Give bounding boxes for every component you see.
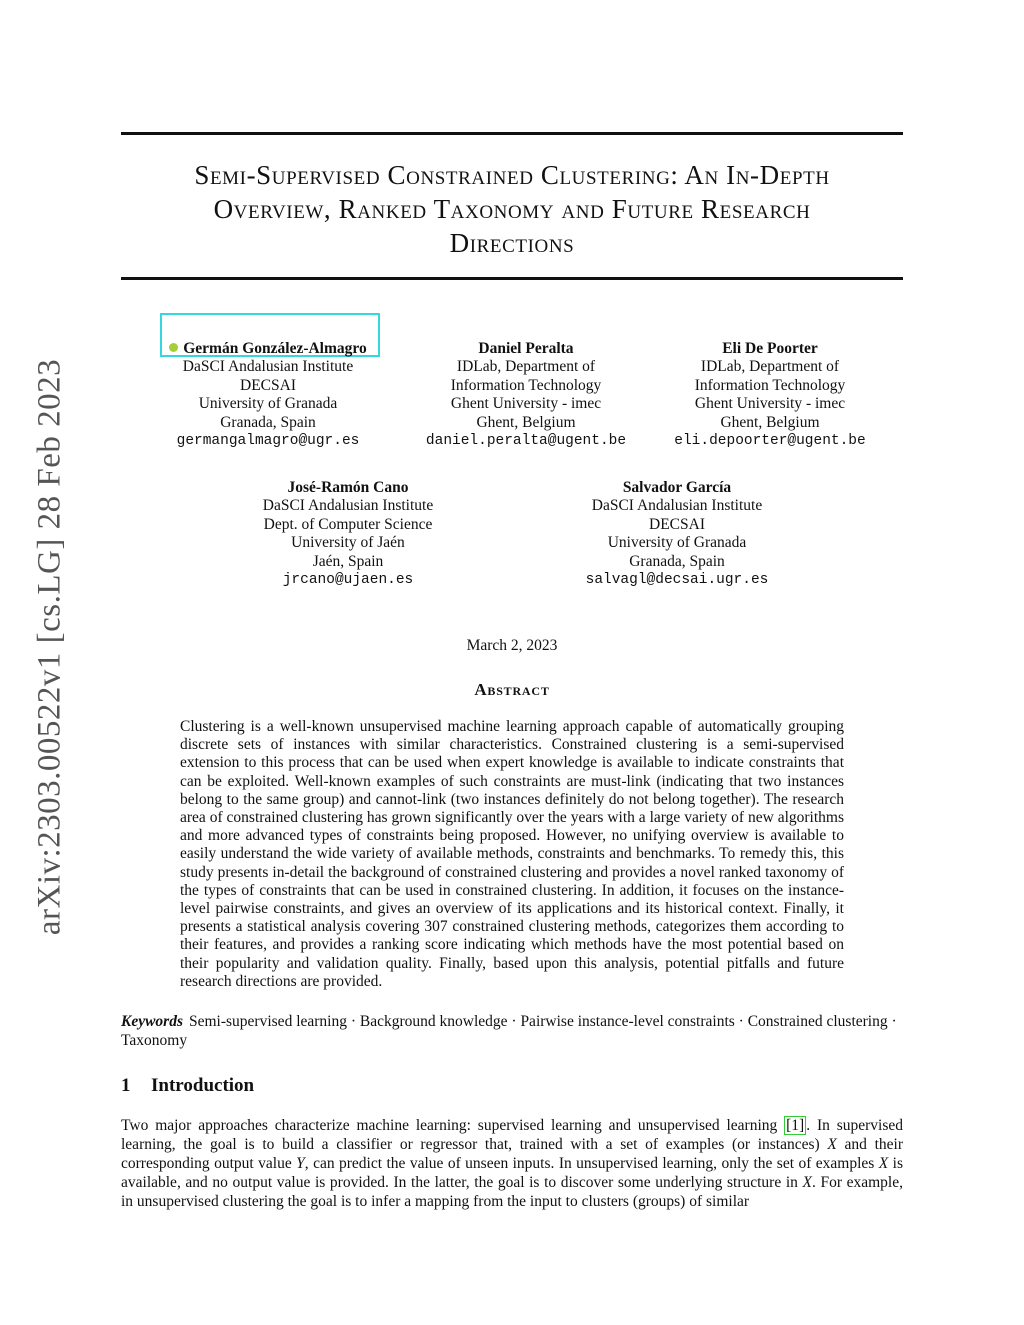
author-card (547, 479, 807, 589)
author-email[interactable]: jrcano@ujaen.es (282, 572, 414, 589)
keywords (121, 1012, 903, 1050)
paper-title (121, 158, 903, 260)
affiliation-line: Ghent, Belgium (476, 413, 576, 431)
abstract-body: Clustering is a well-known unsupervised machine learning approach capable of automatically grouping discrete sets of instances with similar characteristics. Constrained clustering is a semi-supervised extension to this process that can be used when expert knowledge is available to indicate constraints that can be exploited. Well-known examples of such constraints are must-link (indicating that two instances belong to the same group) and cannot-link (two instances definitely do not belong together). The research area of constrained clustering has grown significantly over the years with a large variety of new algorithms and more advanced types of constraints being proposed. However, no unifying overview is available to easily understand the wide variety of available methods, constraints and benchmarks. To remedy this, this study presents in-detail the background of constrained clustering and provides a novel ranked taxonomy of the types of constraints that can be used in constrained clustering. In addition, it focuses on the instance-level pairwise constraints, and gives an overview of its applications and its historical context. Finally, it presents a statistical analysis covering 307 constrained clustering methods, categorizes them according to their features, and provides a ranking score indicating which methods have the most potential based on their popularity and validation quality. Finally, based upon this analysis, potential pitfalls and future research directions are provided. (180, 718, 844, 990)
affiliation-line: Information Technology (694, 376, 846, 394)
orcid-icon[interactable] (169, 343, 178, 352)
title-line-3: Directions (449, 228, 575, 258)
affiliation-line: DaSCI Andalusian Institute (262, 497, 434, 515)
affiliation-line: University of Granada (607, 534, 747, 552)
introduction-paragraph: Two major approaches characterize machine learning: supervised learning and unsupervised learning [1] . In supervised learning, the goal is to build a classifier or regressor that, trained with a set of examples (or instances) X and their corresponding output value Y, can predict the value of unseen inputs. In unsupervised learning, only the set of examples X is available, and no output value is provided. In the latter, the goal is to discover some underlying structure in X. For example, in unsupervised clustering the goal is to infer a mapping from the input to clusters (groups) of similar (121, 1117, 903, 1210)
arxiv-identifier: arXiv:2303.00522v1 [cs.LG] 28 Feb 2023 (31, 358, 68, 936)
author-name: José-Ramón Cano (287, 479, 409, 496)
title-line-1: Semi-Supervised Constrained Clustering: An In-Depth (194, 160, 830, 190)
affiliation-line: Information Technology (450, 376, 602, 394)
title-bottom-rule (121, 277, 903, 280)
math-var-x: X (802, 1174, 812, 1191)
title-line-2: Overview, Ranked Taxonomy and Future Research (213, 194, 811, 224)
affiliation-line: University of Jaén (291, 534, 405, 552)
keywords-label: Keywords (121, 1013, 183, 1030)
author-name[interactable]: Germán González-Almagro (148, 340, 388, 358)
math-var-x: X (827, 1136, 837, 1153)
author-card (148, 340, 388, 450)
section-title: Introduction (151, 1075, 255, 1096)
affiliation-line: Dept. of Computer Science (263, 515, 433, 533)
keywords-text: Semi-supervised learning · Background knowledge · Pairwise instance-level constraints · Constrained clustering · Taxonomy (121, 1013, 897, 1049)
citation-link[interactable]: [1] (786, 1117, 805, 1134)
author-name: Eli De Poorter (722, 340, 818, 357)
author-card (228, 479, 468, 589)
affiliation-line: IDLab, Department of (700, 358, 840, 376)
title-top-rule (121, 132, 903, 135)
affiliation-line: Ghent University - imec (694, 395, 846, 413)
affiliation-line: Jaén, Spain (312, 552, 384, 570)
author-email[interactable]: daniel.peralta@ugent.be (425, 433, 627, 450)
section-heading (121, 1075, 254, 1097)
affiliation-line: IDLab, Department of (456, 358, 596, 376)
affiliation-line: DaSCI Andalusian Institute (182, 358, 354, 376)
affiliation-line: DECSAI (649, 515, 705, 533)
abstract-heading: Abstract (474, 680, 550, 699)
affiliation-line: Ghent University - imec (450, 395, 602, 413)
math-var-y: Y (296, 1155, 305, 1172)
affiliation-line: Ghent, Belgium (720, 413, 820, 431)
paper-date: March 2, 2023 (466, 637, 558, 654)
affiliation-line: Granada, Spain (629, 552, 725, 570)
affiliation-line: University of Granada (198, 395, 338, 413)
affiliation-line: DaSCI Andalusian Institute (591, 497, 763, 515)
author-card (406, 340, 646, 450)
author-email[interactable]: germangalmagro@ugr.es (176, 433, 360, 450)
math-var-x: X (878, 1155, 889, 1172)
author-email[interactable]: eli.depoorter@ugent.be (674, 433, 866, 450)
author-name: Salvador García (622, 479, 732, 496)
affiliation-line: Granada, Spain (220, 413, 316, 431)
section-number: 1 (121, 1075, 131, 1096)
affiliation-line: DECSAI (240, 376, 296, 394)
author-card (650, 340, 890, 450)
author-email[interactable]: salvagl@decsai.ugr.es (585, 572, 769, 589)
author-name: Daniel Peralta (478, 340, 574, 357)
